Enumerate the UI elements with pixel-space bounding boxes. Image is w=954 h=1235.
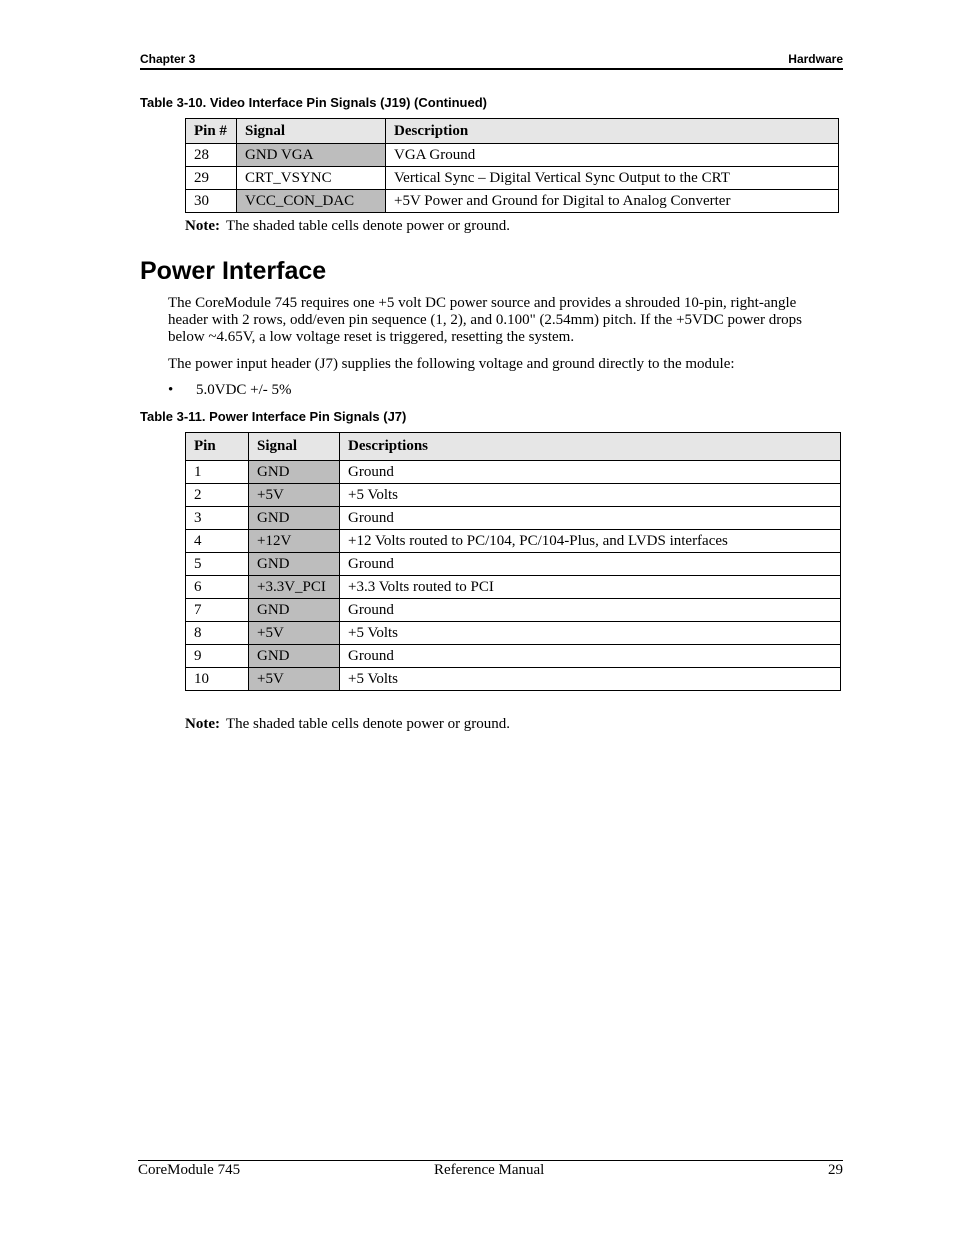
- signal-cell: VCC_CON_DAC: [237, 190, 386, 213]
- table2-note: [185, 716, 510, 733]
- header-paragraph: The power input header (J7) supplies the following voltage and ground directly to the module:: [168, 356, 735, 372]
- table-row: [186, 645, 841, 668]
- pin-cell: 4: [186, 530, 249, 553]
- table-row: [186, 576, 841, 599]
- bullet-item: [168, 382, 292, 399]
- table-header-cell: Pin: [186, 433, 249, 461]
- bullet-icon: •: [168, 382, 174, 398]
- header-chapter: Chapter 3: [140, 52, 196, 66]
- power-signals-table: [185, 432, 841, 691]
- signal-cell: +5V: [249, 484, 340, 507]
- pin-cell: 29: [186, 167, 237, 190]
- intro-paragraph: The CoreModule 745 requires one +5 volt DC power source and provides a shrouded 10-pin, right-angle header with 2 rows, odd/even pin sequence (1, 2), and 0.100" (2.54mm) pitch. If the +5VDC power drops below ~4.65V, a low voltage reset is triggered, resetting the system.: [168, 295, 803, 345]
- description-cell: +5 Volts: [340, 622, 841, 645]
- pin-cell: 3: [186, 507, 249, 530]
- signal-cell: +3.3V_PCI: [249, 576, 340, 599]
- description-cell: Ground: [340, 461, 841, 484]
- table1-note: [185, 218, 510, 235]
- description-cell: +12 Volts routed to PC/104, PC/104-Plus, and LVDS interfaces: [340, 530, 841, 553]
- signal-cell: GND VGA: [237, 144, 386, 167]
- table-row: [186, 484, 841, 507]
- pin-cell: 7: [186, 599, 249, 622]
- table-header-cell: Signal: [237, 119, 386, 144]
- description-cell: Ground: [340, 507, 841, 530]
- signal-cell: +5V: [249, 668, 340, 691]
- note-text: The shaded table cells denote power or ground.: [225, 716, 511, 732]
- pin-cell: 30: [186, 190, 237, 213]
- pin-cell: 8: [186, 622, 249, 645]
- signal-cell: +12V: [249, 530, 340, 553]
- table-row: [186, 461, 841, 484]
- table-row: [186, 668, 841, 691]
- description-cell: VGA Ground: [386, 144, 839, 167]
- pin-cell: 10: [186, 668, 249, 691]
- table-row: [186, 553, 841, 576]
- pin-cell: 28: [186, 144, 237, 167]
- table-header-cell: Signal: [249, 433, 340, 461]
- table1-caption: Table 3-10. Video Interface Pin Signals (J19) (Continued): [140, 95, 487, 110]
- pin-cell: 5: [186, 553, 249, 576]
- description-cell: Ground: [340, 645, 841, 668]
- table-row: [186, 144, 839, 167]
- video-signals-table: [185, 118, 839, 213]
- pin-cell: 6: [186, 576, 249, 599]
- table2-caption: Table 3-11. Power Interface Pin Signals (J7): [140, 409, 407, 424]
- page-number: 29: [828, 1162, 843, 1178]
- table-row: [186, 167, 839, 190]
- note-label: Note:: [185, 716, 220, 732]
- page-footer: [138, 1160, 843, 1181]
- note-label: Note:: [185, 218, 220, 234]
- table-row: [186, 530, 841, 553]
- pin-cell: 2: [186, 484, 249, 507]
- page-header: [140, 52, 843, 70]
- footer-manual: Reference Manual: [434, 1162, 545, 1178]
- bullet-text: 5.0VDC +/- 5%: [196, 382, 292, 398]
- description-cell: +5 Volts: [340, 484, 841, 507]
- table-header-cell: Description: [386, 119, 839, 144]
- signal-cell: GND: [249, 553, 340, 576]
- description-cell: Vertical Sync – Digital Vertical Sync Output to the CRT: [386, 167, 839, 190]
- signal-cell: GND: [249, 507, 340, 530]
- signal-cell: GND: [249, 599, 340, 622]
- description-cell: Ground: [340, 599, 841, 622]
- description-cell: Ground: [340, 553, 841, 576]
- table-row: [186, 622, 841, 645]
- pin-cell: 1: [186, 461, 249, 484]
- header-section: Hardware: [788, 52, 843, 66]
- signal-cell: GND: [249, 461, 340, 484]
- signal-cell: GND: [249, 645, 340, 668]
- pin-cell: 9: [186, 645, 249, 668]
- table-row: [186, 507, 841, 530]
- footer-product: CoreModule 745: [138, 1162, 241, 1178]
- description-cell: +5V Power and Ground for Digital to Analog Converter: [386, 190, 839, 213]
- signal-cell: +5V: [249, 622, 340, 645]
- note-text: The shaded table cells denote power or ground.: [225, 218, 511, 234]
- description-cell: +5 Volts: [340, 668, 841, 691]
- table-header-cell: Pin #: [186, 119, 237, 144]
- section-title: Power Interface: [140, 257, 327, 285]
- description-cell: +3.3 Volts routed to PCI: [340, 576, 841, 599]
- signal-cell: CRT_VSYNC: [237, 167, 386, 190]
- table-row: [186, 190, 839, 213]
- table-row: [186, 599, 841, 622]
- table-header-cell: Descriptions: [340, 433, 841, 461]
